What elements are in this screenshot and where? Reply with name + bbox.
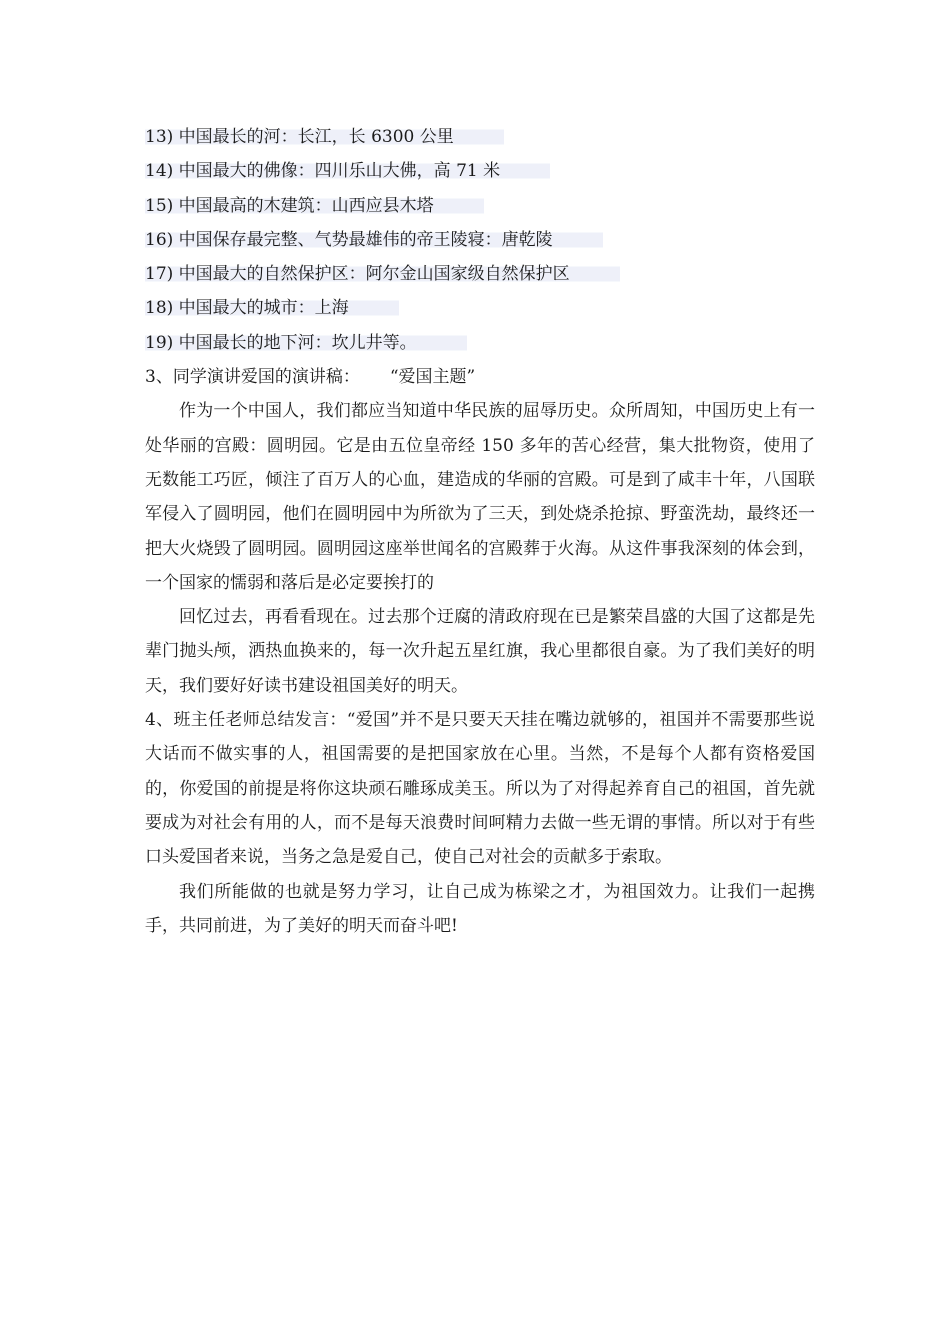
section3-heading xyxy=(145,360,815,394)
list-item xyxy=(145,291,815,325)
list-item xyxy=(145,223,815,257)
list-item-text: 18) 中国最大的城市：上海 xyxy=(145,298,399,318)
document-body xyxy=(145,120,815,943)
list-item-text: 16) 中国保存最完整、气势最雄伟的帝王陵寝：唐乾陵 xyxy=(145,230,603,250)
list-item-text: 17) 中国最大的自然保护区：阿尔金山国家级自然保护区 xyxy=(145,264,620,284)
teacher-summary-paragraph: 4、班主任老师总结发言：“爱国”并不是只要天天挂在嘴边就够的，祖国并不需要那些说大话而不做实事的人，祖国需要的是把国家放在心里。当然，不是每个人都有资格爱国的，你爱国的前提是将你这块顽石雕琢成美玉。所以为了对得起养育自己的祖国，首先就要成为对社会有用的人，而不是每天浪费时间呵精力去做一些无谓的事情。所以对于有些口头爱国者来说，当务之急是爱自己，使自己对社会的贡献多于索取。 xyxy=(145,710,815,868)
list-item-text: 15) 中国最高的木建筑：山西应县木塔 xyxy=(145,196,484,216)
speech-paragraph-1: 作为一个中国人，我们都应当知道中华民族的屈辱历史。众所周知，中国历史上有一处华丽的宫殿：圆明园。它是由五位皇帝经 150 多年的苦心经营，集大批物资，使用了无数能工巧匠，倾注了百万人的心血，建造成的华丽的宫殿。可是到了咸丰十年，八国联军侵入了圆明园，他们在圆明园中为所欲为了三天，到处烧杀抢掠、野蛮洗劫，最终还一把大火烧毁了圆明园。圆明园这座举世闻名的宫殿葬于火海。从这件事我深刻的体会到，一个国家的懦弱和落后是必定要挨打的 xyxy=(145,401,815,593)
list-item xyxy=(145,257,815,291)
list-item xyxy=(145,189,815,223)
closing-paragraph: 我们所能做的也就是努力学习，让自己成为栋梁之才，为祖国效力。让我们一起携手，共同前进，为了美好的明天而奋斗吧! xyxy=(145,881,815,936)
list-item-text: 19) 中国最长的地下河：坎儿井等。 xyxy=(145,333,467,353)
list-item-text: 14) 中国最大的佛像：四川乐山大佛，高 71 米 xyxy=(145,161,550,181)
list-item-text: 13) 中国最长的河：长江，长 6300 公里 xyxy=(145,127,504,147)
list-item xyxy=(145,326,815,360)
section3-heading-text: 3、同学演讲爱国的演讲稿： xyxy=(145,367,360,388)
speech-paragraph-2: 回忆过去，再看看现在。过去那个迂腐的清政府现在已是繁荣昌盛的大国了这都是先辈门抛头颅，洒热血换来的，每一次升起五星红旗，我心里都很自豪。为了我们美好的明天，我们要好好读书建设祖国美好的明天。 xyxy=(145,607,815,696)
section3-title-quote: “爱国主题” xyxy=(389,367,476,388)
list-item xyxy=(145,120,815,154)
list-item xyxy=(145,154,815,188)
